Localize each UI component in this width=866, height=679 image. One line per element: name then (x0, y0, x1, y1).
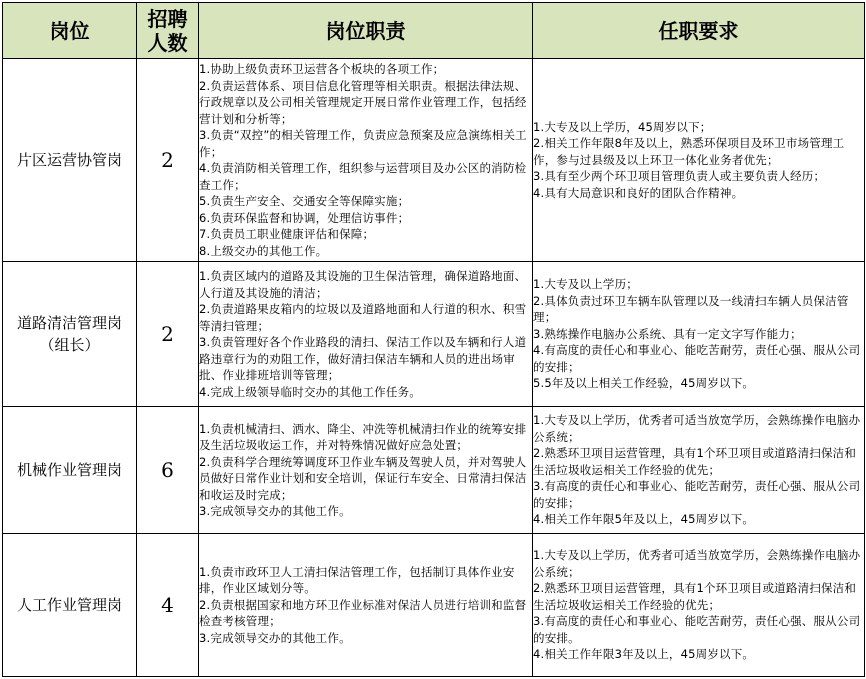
requirement-item: 1.大专及以上学历，优秀者可适当放宽学历，会熟练操作电脑办公系统； (533, 413, 861, 444)
duty-item: 1.负责区域内的道路及其设施的卫生保洁管理，确保道路地面、人行道及其设施的清洁； (199, 269, 527, 300)
duty-item: 2.负责根据国家和地方环卫作业标准对保洁人员进行培训和监督检查考核管理； (199, 597, 527, 629)
table-row (3, 262, 865, 407)
requirement-item: 5.5年及以上相关工作经验，45周岁以下。 (533, 376, 755, 391)
requirement-item: 3.熟练操作电脑办公系统、具有一定文字写作能力； (533, 326, 802, 341)
requirement-item: 2.熟悉环卫项目运营管理，具有1个环卫项目或道路清扫保洁和生活垃圾收运相关工作经验的优先； (533, 581, 857, 612)
headcount-cell: 2 (137, 262, 199, 407)
requirements-cell (533, 534, 865, 677)
position-name: 道路清洁管理岗 (16, 314, 122, 332)
table-body (3, 59, 865, 677)
requirement-item: 3.有高度的责任心和事业心、能吃苦耐劳，责任心强、服从公司的安排。 (533, 614, 861, 645)
header-position: 岗位 (3, 3, 137, 59)
duties-cell (199, 262, 533, 407)
headcount-cell: 4 (137, 534, 199, 677)
table-row (3, 407, 865, 534)
position-name: 片区运营协管岗 (16, 151, 122, 169)
position-name: 机械作业管理岗 (16, 461, 122, 479)
position-cell (3, 262, 137, 407)
duty-item: 1.负责机械清扫、洒水、降尘、冲洗等机械清扫作业的统筹安排及生活垃圾收运工作，并对特殊情况做好应急处置； (199, 421, 527, 452)
header-row (3, 3, 865, 59)
position-cell (3, 534, 137, 677)
requirements-cell (533, 262, 865, 407)
duty-item: 1.协助上级负责环卫运营各个板块的各项工作； (199, 62, 445, 76)
duty-item: 4.完成上级领导临时交办的其他工作任务。 (199, 384, 421, 399)
duty-item: 3.完成领导交办的其他工作。 (199, 630, 351, 645)
requirement-item: 4.相关工作年限3年及以上，45周岁以下。 (533, 647, 755, 662)
duties-cell (199, 534, 533, 677)
position-name: 人工作业管理岗 (16, 596, 122, 614)
requirement-item: 2.具体负责过环卫车辆车队管理以及一线清扫车辆人员保洁管理； (533, 293, 849, 325)
requirement-item: 2.熟悉环卫项目运营管理，具有1个环卫项目或道路清扫保洁和生活垃圾收运相关工作经验的优先； (533, 446, 857, 477)
requirement-item: 3.有高度的责任心和事业心、能吃苦耐劳，责任心强、服从公司的安排； (533, 479, 861, 510)
headcount-cell: 6 (137, 407, 199, 534)
duty-item: 3.完成领导交办的其他工作。 (199, 504, 351, 518)
requirement-item: 1.大专及以上学历； (533, 277, 638, 292)
requirement-item: 4.有高度的责任心和事业心、能吃苦耐劳，责任心强、服从公司的安排； (533, 343, 861, 374)
duty-item: 8.上级交办的其他工作。 (199, 243, 328, 258)
header-count-line1: 招聘 (147, 6, 188, 31)
requirements-cell (533, 407, 865, 534)
duties-cell (199, 59, 533, 262)
duty-item: 4.负责消防相关管理工作，组织参与运营项目及办公区的消防检查工作； (199, 161, 527, 192)
header-count-line2: 人数 (147, 30, 188, 55)
requirement-item: 2.相关工作年限8年及以上，熟悉环保项目及环卫市场管理工作，参与过县级及以上环卫一体化业务者优先； (533, 136, 845, 167)
duty-item: 2.负责道路果皮箱内的垃圾以及道路地面和人行道的积水、积雪等清扫管理； (199, 302, 527, 333)
duties-cell (199, 407, 533, 534)
recruitment-table (2, 2, 865, 677)
requirement-item: 4.相关工作年限5年及以上，45周岁以下。 (533, 512, 755, 527)
duty-item: 2.负责运营体系、项目信息化管理等相关职责。根据法律法规、行政规章以及公司相关管理规定开展日常作业管理工作，包括经营计划和分析等； (199, 78, 527, 126)
duty-item: 1.负责市政环卫人工清扫保洁管理工作，包括制订具体作业安排，作业区域划分等。 (199, 564, 515, 596)
duty-item: 6.负责环保监督和协调，处理信访事件； (199, 210, 410, 225)
duty-item: 5.负责生产安全、交通安全等保障实施； (199, 194, 410, 208)
requirements-cell (533, 59, 865, 262)
duty-item: 7.负责员工职业健康评估和保障； (199, 227, 375, 241)
position-cell (3, 407, 137, 534)
header-count (137, 3, 199, 59)
requirement-item: 1.大专及以上学历，45周岁以下； (533, 119, 712, 134)
duty-item: 3.负责管理好各个作业路段的清扫、保洁工作以及车辆和行人道路违章行为的劝阻工作，做好清扫保洁车辆和人员的进出场审批、作业排班培训等管理； (199, 335, 527, 382)
table-row (3, 59, 865, 262)
requirement-item: 3.具有至少两个环卫项目管理负责人或主要负责人经历； (533, 169, 826, 184)
table-row (3, 534, 865, 677)
position-note: （组长） (39, 336, 100, 354)
requirement-item: 4.具有大局意识和良好的团队合作精神。 (533, 185, 744, 200)
position-cell (3, 59, 137, 262)
duty-item: 2.负责科学合理统筹调度环卫作业车辆及驾驶人员，并对驾驶人员做好日常作业计划和安全培训，保证行车安全、日常清扫保洁和收运及时完成； (199, 454, 527, 502)
headcount-cell: 2 (137, 59, 199, 262)
header-requirements: 任职要求 (533, 3, 865, 59)
header-duties: 岗位职责 (199, 3, 533, 59)
duty-item: 3.负责“双控”的相关管理工作，负责应急预案及应急演练相关工作； (199, 128, 527, 159)
requirement-item: 1.大专及以上学历，优秀者可适当放宽学历，会熟练操作电脑办公系统； (533, 548, 861, 579)
